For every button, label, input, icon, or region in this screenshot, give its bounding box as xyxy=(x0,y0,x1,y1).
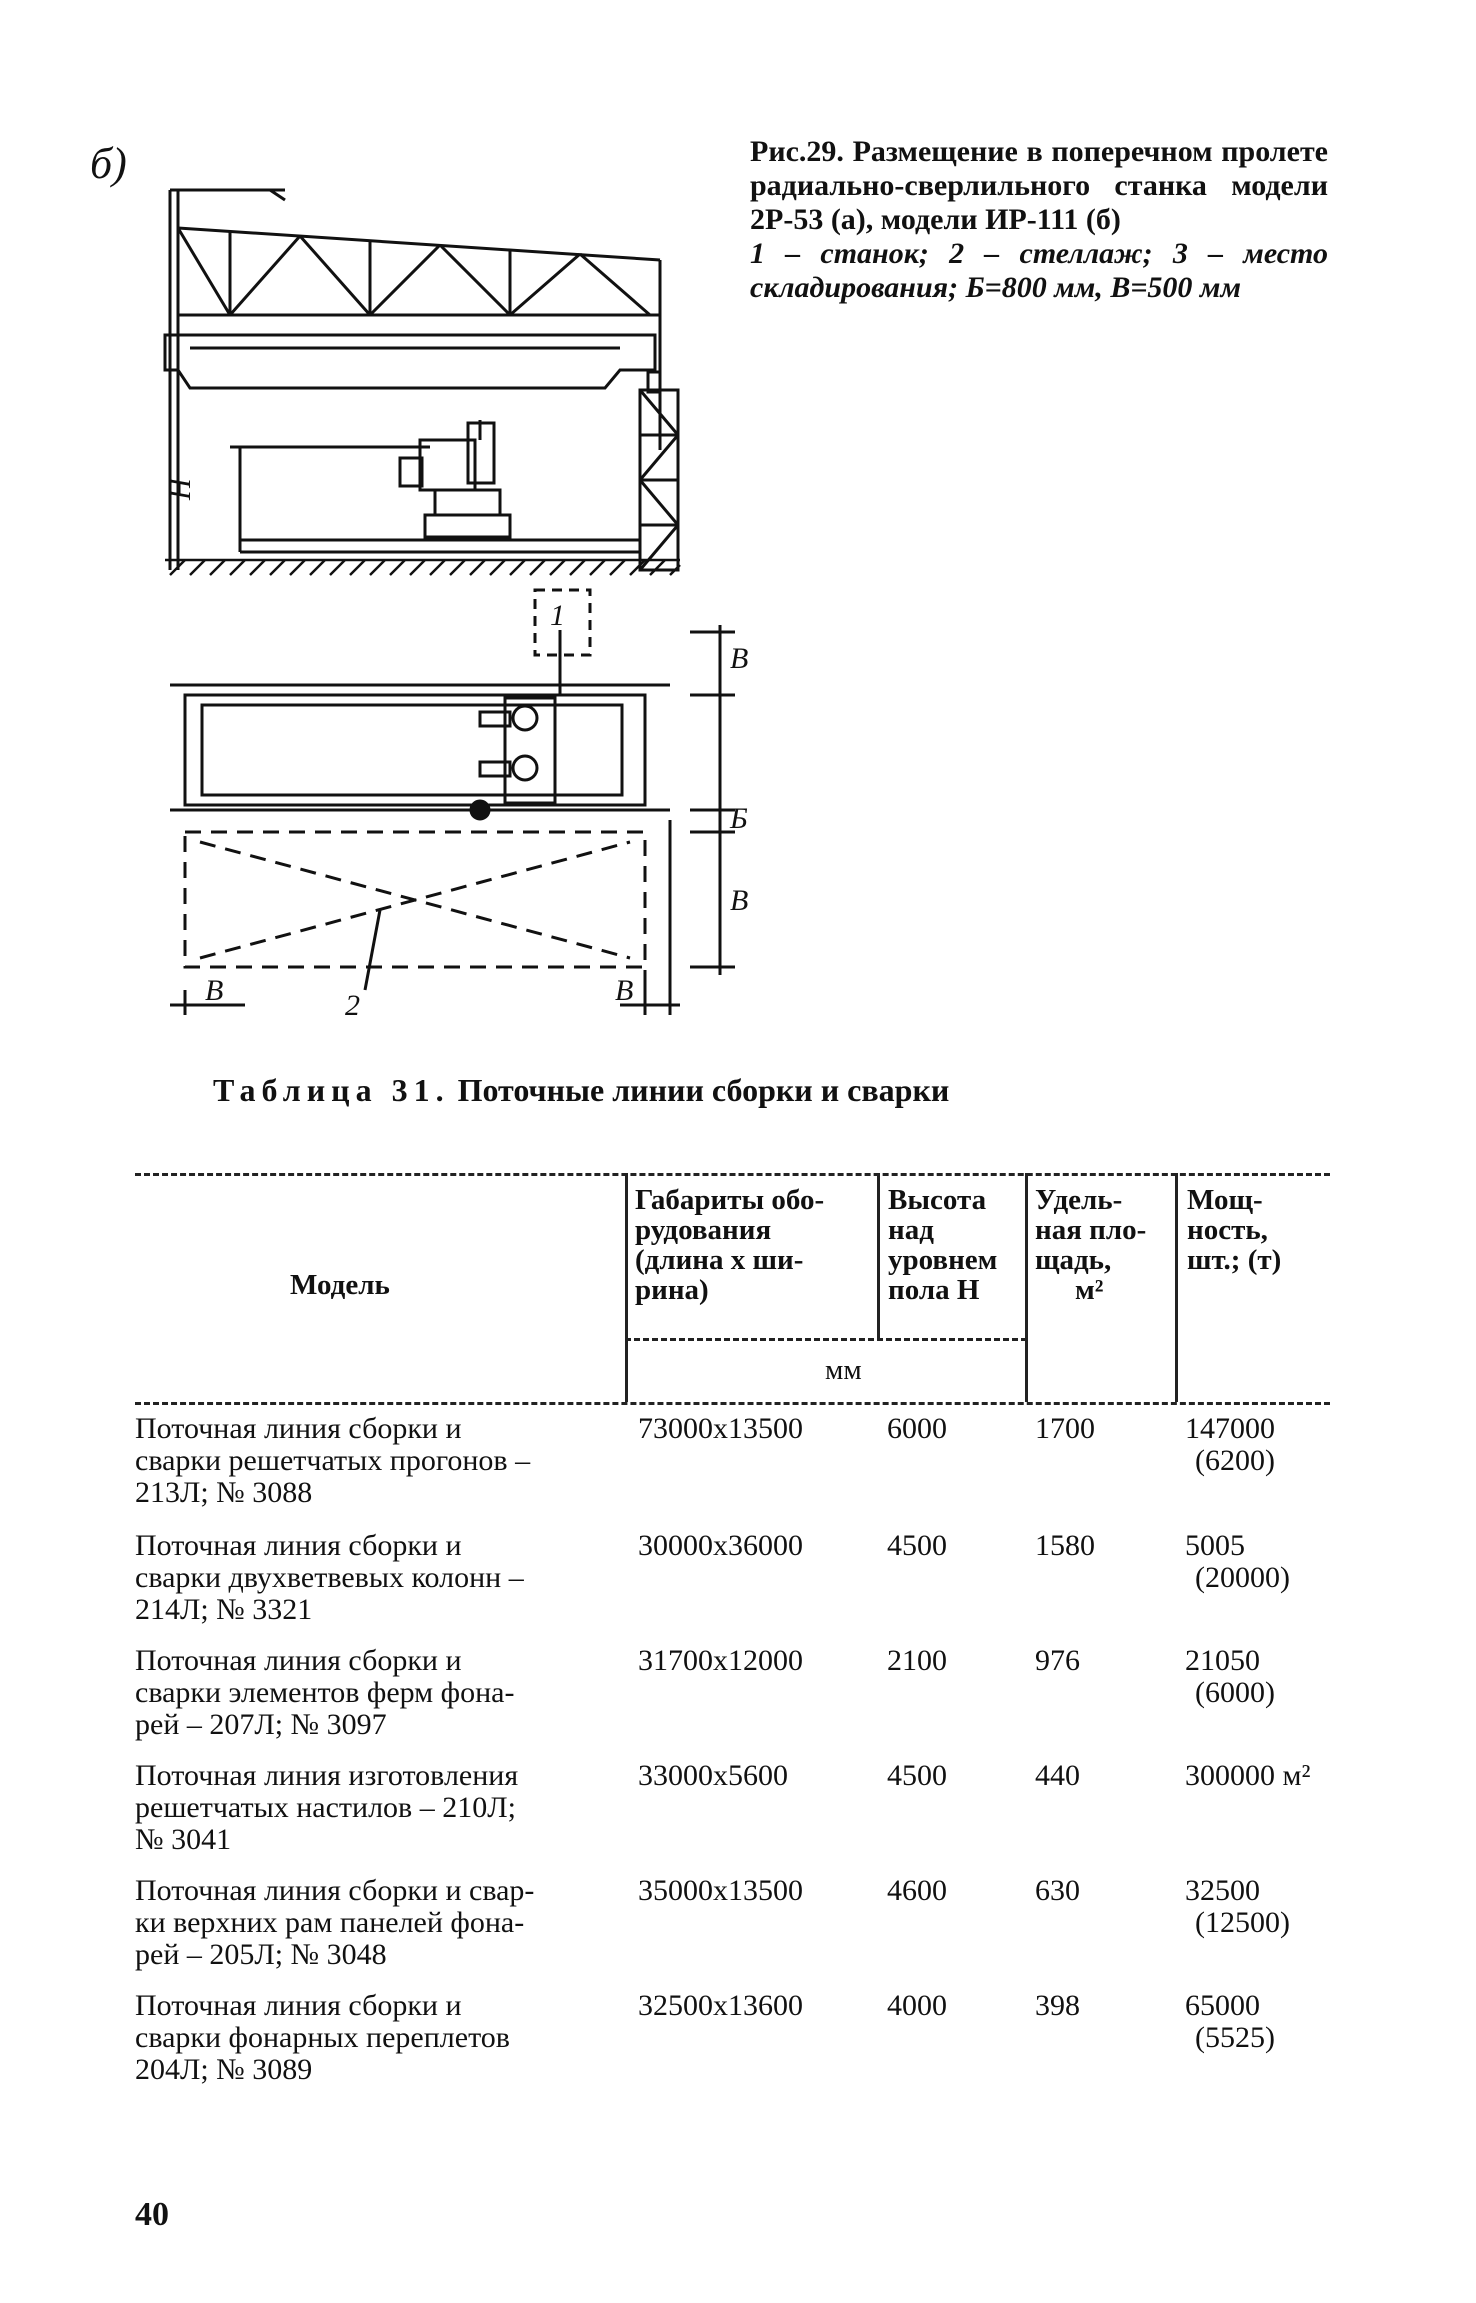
row-model: Поточная линия сборки и сварки элементов ферм фона- рей – 207Л; № 3097 xyxy=(135,1644,515,1741)
header-height: Высота над уровнем пола H xyxy=(888,1184,998,1306)
table-label: Таблица 31. xyxy=(213,1072,450,1108)
row-capacity: 21050 (6000) xyxy=(1185,1644,1275,1709)
table-header xyxy=(135,1160,1330,1415)
row-area: 398 xyxy=(1035,1989,1080,2022)
plan-view xyxy=(170,590,735,1015)
callout-2: 2 xyxy=(345,989,360,1020)
header-unit: мм xyxy=(825,1354,862,1386)
table-row xyxy=(135,1530,1330,1645)
header-area: Удель- ная пло- щадь, м² xyxy=(1035,1184,1147,1306)
header-capacity: Мощ- ность, шт.; (т) xyxy=(1187,1184,1282,1276)
figure-caption xyxy=(750,135,1328,305)
row-height: 6000 xyxy=(887,1412,947,1445)
table-row xyxy=(135,1990,1330,2105)
row-dims: 35000x13500 xyxy=(638,1874,803,1907)
row-area: 630 xyxy=(1035,1874,1080,1907)
row-capacity: 5005 (20000) xyxy=(1185,1529,1290,1594)
row-height: 2100 xyxy=(887,1644,947,1677)
row-height: 4000 xyxy=(887,1989,947,2022)
row-area: 440 xyxy=(1035,1759,1080,1792)
table-row xyxy=(135,1760,1330,1875)
dim-h-label: H xyxy=(164,478,197,500)
page-number: 40 xyxy=(135,2196,169,2233)
row-capacity: 32500 (12500) xyxy=(1185,1874,1290,1939)
callout-1: 1 xyxy=(550,599,565,632)
row-model: Поточная линия сборки и свар- ки верхних рам панелей фона- рей – 205Л; № 3048 xyxy=(135,1874,535,1971)
row-height: 4500 xyxy=(887,1529,947,1562)
row-area: 1580 xyxy=(1035,1529,1095,1562)
figure-panel-label: б) xyxy=(90,139,127,188)
row-area: 1700 xyxy=(1035,1412,1095,1445)
row-model: Поточная линия сборки и сварки фонарных переплетов 204Л; № 3089 xyxy=(135,1989,510,2086)
roof-truss xyxy=(170,190,660,570)
table-row xyxy=(135,1413,1330,1528)
data-table xyxy=(135,1160,1330,2105)
row-dims: 30000x36000 xyxy=(638,1529,803,1562)
ground-hatch xyxy=(165,560,680,575)
header-dims: Габариты обо- рудования (длина х ши- рина) xyxy=(635,1184,825,1306)
row-height: 4600 xyxy=(887,1874,947,1907)
row-dims: 33000x5600 xyxy=(638,1759,788,1792)
header-model: Модель xyxy=(290,1269,390,1301)
crane-beam xyxy=(165,335,655,388)
table-row xyxy=(135,1645,1330,1760)
drilling-machine xyxy=(230,420,640,552)
row-dims: 73000x13500 xyxy=(638,1412,803,1445)
table-row xyxy=(135,1875,1330,1990)
dim-v-label-right: В xyxy=(615,974,634,1007)
row-capacity: 147000 (6200) xyxy=(1185,1412,1275,1477)
dim-v-label-mid: В xyxy=(730,884,749,917)
dim-v-label-top: В xyxy=(730,642,749,675)
row-model: Поточная линия сборки и сварки двухветвевых колонн – 214Л; № 3321 xyxy=(135,1529,524,1626)
row-model: Поточная линия изготовления решетчатых настилов – 210Л; № 3041 xyxy=(135,1759,519,1856)
row-area: 976 xyxy=(1035,1644,1080,1677)
row-height: 4500 xyxy=(887,1759,947,1792)
caption-legend: 1 – станок; 2 – стеллаж; 3 – место складирования; Б=800 мм, В=500 мм xyxy=(750,237,1328,304)
row-dims: 32500x13600 xyxy=(638,1989,803,2022)
row-dims: 31700x12000 xyxy=(638,1644,803,1677)
row-model: Поточная линия сборки и сварки решетчатых прогонов – 213Л; № 3088 xyxy=(135,1412,531,1509)
table-caption: Поточные линии сборки и сварки xyxy=(457,1072,950,1108)
dim-b-label: Б xyxy=(730,802,748,835)
technical-drawing xyxy=(150,120,750,1020)
caption-title: Рис.29. Размещение в поперечном пролете радиально-сверлильного станка модели 2Р-53 (а), модели ИР-111 (б) xyxy=(750,135,1328,236)
table-title xyxy=(213,1072,949,1109)
row-capacity: 300000 м² xyxy=(1185,1759,1311,1792)
row-capacity: 65000 (5525) xyxy=(1185,1989,1275,2054)
dim-v-label-left: В xyxy=(205,974,224,1007)
